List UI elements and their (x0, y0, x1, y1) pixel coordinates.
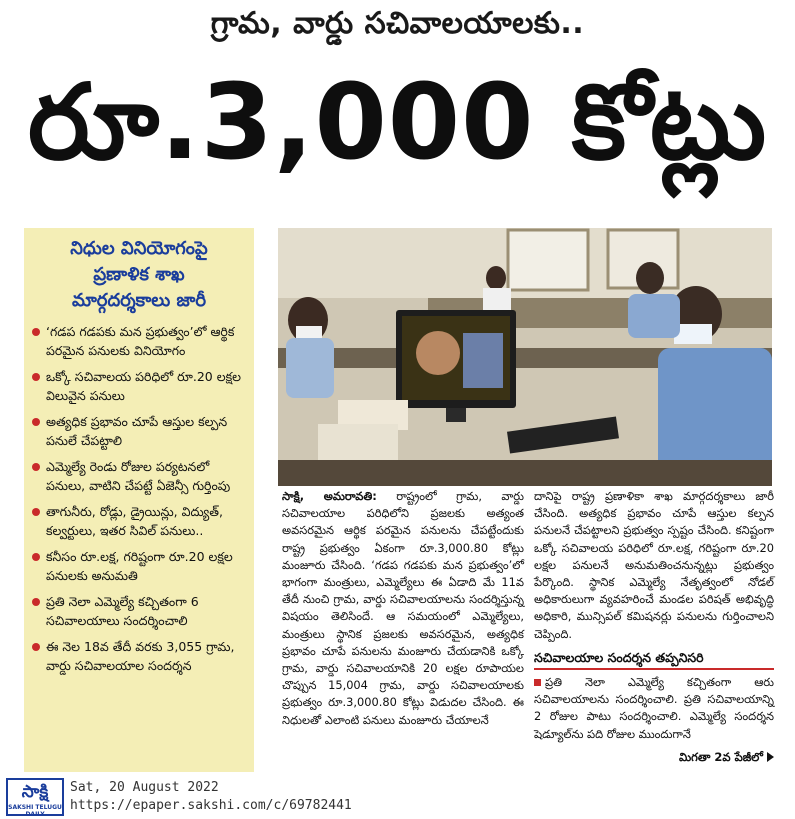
list-item-text: ఎమ్మెల్యే రెండు రోజుల పర్యటనలో పనులు, వాటిని చేపట్టే ఏజెన్సీ గుర్తింపు (46, 459, 231, 493)
list-item-text: ఒక్కో సచివాలయ పరిధిలో రూ.20 లక్షల విలువైన పనులు (46, 369, 241, 403)
highlights-title-line: ప్రణాళిక శాఖ (93, 264, 185, 285)
news-photo (278, 228, 772, 486)
highlights-title-line: మార్గదర్శకాలు జారీ (71, 290, 207, 311)
kicker: గ్రామ, వార్డు సచివాలయాలకు.. (210, 6, 585, 41)
edition-date: Sat, 20 August 2022 (70, 780, 219, 795)
bullet-icon (32, 373, 40, 381)
list-item-text: ప్రతి నెలా ఎమ్మెల్యే కచ్చితంగా 6 సచివాలయాలు సందర్శించాలి (46, 594, 199, 628)
list-item (30, 412, 248, 450)
highlights-title (30, 236, 248, 314)
list-item-text: ఈ నెల 18వ తేదీ వరకు 3,055 గ్రామ, వార్డు సచివాలయాల సందర్శన (46, 639, 235, 673)
logo-tagline: SAKSHI TELUGU DAILY (8, 804, 62, 818)
sakshi-logo[interactable] (6, 778, 64, 816)
article-byline: సాక్షి, అమరావతి: (282, 489, 377, 503)
arrow-right-icon (767, 752, 774, 762)
bullet-icon (32, 643, 40, 651)
highlights-list (24, 322, 254, 675)
list-item (30, 367, 248, 405)
square-bullet-icon (534, 679, 541, 686)
bullet-icon (32, 328, 40, 336)
article-column-1 (282, 488, 524, 773)
highlights-box (24, 228, 254, 772)
list-item (30, 322, 248, 360)
list-item-text: అత్యధిక ప్రభావం చూపే ఆస్తుల కల్పన పనులే చేపట్టాలి (46, 414, 228, 448)
article-subsection (534, 674, 774, 743)
logo-wordmark: సాక్షి (21, 782, 49, 802)
continued-on-label: మిగతా 2వ పేజీలో (678, 749, 763, 764)
bullet-icon (32, 508, 40, 516)
bullet-icon (32, 598, 40, 606)
continued-on[interactable] (534, 749, 774, 766)
bullet-icon (32, 553, 40, 561)
article-subhead: సచివాలయాల సందర్శన తప్పనిసరి (534, 649, 774, 670)
list-item (30, 457, 248, 495)
article-column-2 (534, 488, 774, 773)
office-scene-illustration (278, 228, 772, 486)
list-item (30, 502, 248, 540)
list-item-text: కనీసం రూ.లక్ష, గరిష్టంగా రూ.20 లక్షల పనులకు అనుమతి (46, 549, 233, 583)
epaper-footer (0, 776, 795, 819)
article-body-text: దానిపై రాష్ట్ర ప్రణాళికా శాఖ మార్గదర్శకాలు జారీ చేసింది. అత్యధిక ప్రభావం చూపే ఆస్తుల కల్పన పనులనే చేపట్టాలని ప్రభుత్వం స్పష్టం చేసింది. కనిష్టంగా ఒక్కో సచివాలయ పరిధిలో రూ.లక్ష, గరిష్టంగా రూ.20 లక్షల పనులనే అనుమతించనున్నట్లు ప్రభుత్వం పేర్కొంది. స్థానిక ఎమ్మెల్యే నేతృత్వంలో నోడల్ అధికారులుగా వ్యవహరించే మండల పరిషత్ అభివృద్ధి అధికారి, మున్సిపల్ కమిషనర్లు పనులను గుర్తించాలని చెప్పింది. (534, 489, 774, 641)
bullet-icon (32, 463, 40, 471)
clip-url-link[interactable]: https://epaper.sakshi.com/c/69782441 (70, 798, 352, 813)
list-item (30, 637, 248, 675)
bullet-icon (32, 418, 40, 426)
list-item-text: ‘గడప గడపకు మన ప్రభుత్వం’లో ఆర్థిక పరమైన పనులకు వినియోగం (46, 324, 235, 358)
headline: రూ.3,000 కోట్లు (27, 61, 768, 183)
article-body-text: రాష్ట్రంలో గ్రామ, వార్డు సచివాలయాల పరిధిలోని ప్రజలకు అత్యంత అవసరమైన ఆర్థిక పరమైన పనులను చేపట్టేందుకు రాష్ట్ర ప్రభుత్వం ఏకంగా రూ.3,000.80 కోట్లు మంజూరు చేసింది. ‘గడప గడపకు మన ప్రభుత్వం’లో భాగంగా మంత్రులు, ఎమ్మెల్యేలు ఈ ఏడాది మే 11వ తేదీ నుంచి గ్రామ, వార్డు సచివాలయాలను సందర్శిస్తున్న విషయం తెలిసిందే. ఆ సమయంలో ఎమ్మెల్యేలు, మంత్రులు స్థానిక ప్రజలకు అవసరమైన, అత్యధిక ప్రభావం చూపే పనులను మంజూరు చేయడానికి ఒక్కో గ్రామ, వార్డు సచివాలయానికి 20 లక్షల రూపాయల చొప్పున 15,004 గ్రామ, వార్డు సచివాలయాలకు ప్రభుత్వం రూ.3,000.80 కోట్లు విడుదల చేసింది. ఈ నిధులతో ఎలాంటి పనులు మంజూరు చేయాలనే (282, 489, 525, 727)
list-item (30, 592, 248, 630)
list-item-text: తాగునీరు, రోడ్లు, డ్రైయిన్లు, విద్యుత్, కల్వర్టులు, ఇతర సివిల్ పనులు.. (46, 504, 223, 538)
article-body-text: ప్రతి నెలా ఎమ్మెల్యే కచ్చితంగా ఆరు సచివాలయాలను సందర్శించాలి. ప్రతి సచివాలయాన్ని 2 రోజుల పాటు సందర్శించాలి. ఎమ్మెల్యే సందర్శన షెడ్యూల్‌ను పది రోజుల ముందుగానే (534, 675, 774, 741)
highlights-title-line: నిధుల వినియోగంపై (70, 238, 208, 259)
list-item (30, 547, 248, 585)
